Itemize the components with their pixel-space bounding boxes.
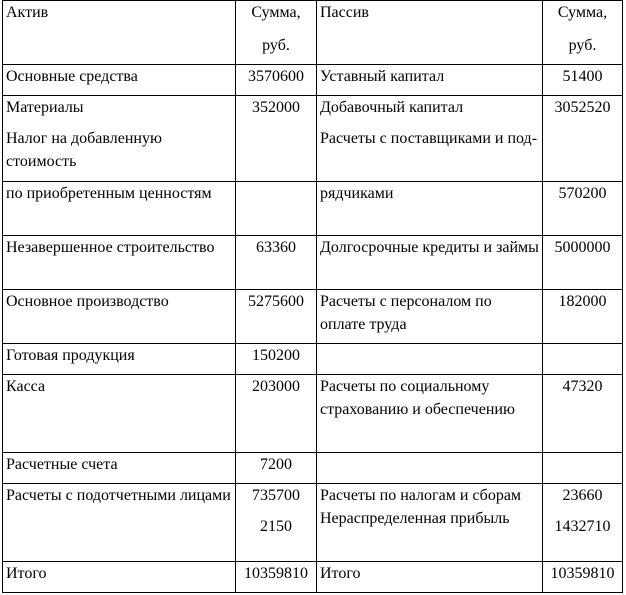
table-row (3, 375, 623, 453)
liab-cell (317, 484, 543, 562)
liab-name: Расчеты с персоналом по оплате труда (320, 293, 492, 333)
asset-amount: 150200 (252, 347, 300, 364)
liab-amount-cell (543, 453, 623, 484)
asset-total-amount: 10359810 (244, 565, 308, 582)
liab-amount-cell (543, 65, 623, 96)
liab-total-amount-cell (543, 562, 623, 593)
liab-amount: 3052520 (554, 99, 611, 116)
liab-total-cell (317, 562, 543, 593)
balance-table (2, 0, 623, 593)
header-liab-label: Пассив (320, 4, 369, 21)
asset-amount: 63360 (256, 239, 296, 256)
liab-name: Расчеты по социальному страхованию и обеспечению (320, 378, 515, 418)
asset-amount: 7200 (260, 456, 292, 473)
liab-amount: 1432710 (554, 518, 611, 535)
header-liab-amount-line2: руб. (568, 37, 597, 54)
asset-name: Материалы (6, 99, 84, 116)
asset-name: Налог на добавленную стоимость (6, 130, 162, 170)
asset-amount-cell (236, 453, 317, 484)
asset-amount: 5275600 (248, 293, 304, 310)
asset-cell (3, 182, 236, 236)
liab-amount: 51400 (562, 68, 603, 85)
liab-cell (317, 344, 543, 375)
asset-name: по приобретенным ценностям (6, 185, 212, 202)
header-liabilities (317, 1, 543, 65)
liab-name: Добавочный капитал (320, 99, 464, 116)
asset-cell (3, 344, 236, 375)
liab-amount: 5000000 (554, 239, 611, 256)
table-row (3, 453, 623, 484)
header-assets (3, 1, 236, 65)
asset-cell (3, 290, 236, 344)
liab-cell (317, 65, 543, 96)
liab-name: Расчеты с поставщиками и под- (320, 130, 538, 147)
header-liab-amount (543, 1, 623, 65)
liab-total-label: Итого (320, 565, 361, 582)
asset-name: Расчеты с подотчетными лицами (6, 487, 231, 504)
header-assets-amount-line2: руб. (262, 37, 290, 54)
liab-cell (317, 236, 543, 290)
asset-total-cell (3, 562, 236, 593)
asset-total-amount-cell (236, 562, 317, 593)
asset-cell (3, 484, 236, 562)
liab-name: рядчиками (320, 185, 394, 202)
asset-amount: 3570600 (248, 68, 304, 85)
asset-amount-cell (236, 344, 317, 375)
header-liab-amount-line1: Сумма, (557, 4, 608, 21)
asset-amount-cell (236, 96, 317, 182)
liab-amount-cell (543, 236, 623, 290)
table-header-row (3, 1, 623, 65)
liab-amount: 47320 (562, 378, 603, 395)
asset-cell (3, 96, 236, 182)
table-row (3, 182, 623, 236)
asset-amount: 2150 (260, 518, 292, 535)
liab-amount-cell (543, 375, 623, 453)
table-row (3, 65, 623, 96)
table-row (3, 484, 623, 562)
asset-amount-cell (236, 182, 317, 236)
header-assets-amount (236, 1, 317, 65)
table-row (3, 290, 623, 344)
total-row (3, 562, 623, 593)
asset-cell (3, 65, 236, 96)
header-assets-label: Актив (6, 4, 49, 21)
asset-amount-cell (236, 375, 317, 453)
asset-amount: 203000 (252, 378, 300, 395)
asset-total-label: Итого (6, 565, 47, 582)
liab-total-amount: 10359810 (550, 565, 615, 582)
asset-amount-cell (236, 65, 317, 96)
liab-amount-cell (543, 344, 623, 375)
liab-amount-cell (543, 484, 623, 562)
liab-cell (317, 453, 543, 484)
liab-cell (317, 375, 543, 453)
liab-cell (317, 290, 543, 344)
asset-name: Основное производство (6, 293, 169, 310)
liab-cell (317, 182, 543, 236)
table-row (3, 344, 623, 375)
liab-name: Расчеты по налогам и сборам Нераспределенная прибыль (320, 487, 522, 527)
asset-amount-cell (236, 484, 317, 562)
liab-amount-cell (543, 96, 623, 182)
asset-name: Готовая продукция (6, 347, 135, 364)
asset-name: Касса (6, 378, 46, 395)
asset-cell (3, 453, 236, 484)
asset-name: Незавершенное строительство (6, 239, 215, 256)
asset-amount-cell (236, 290, 317, 344)
liab-amount: 570200 (558, 185, 607, 202)
asset-amount-cell (236, 236, 317, 290)
asset-amount: 352000 (252, 99, 300, 116)
liab-amount-cell (543, 182, 623, 236)
liab-amount-cell (543, 290, 623, 344)
asset-name: Расчетные счета (6, 456, 118, 473)
asset-cell (3, 375, 236, 453)
asset-cell (3, 236, 236, 290)
liab-name: Долгосрочные кредиты и займы (320, 239, 539, 256)
header-assets-amount-line1: Сумма, (251, 4, 301, 21)
liab-amount: 182000 (558, 293, 607, 310)
liab-name: Уставный капитал (320, 68, 445, 85)
asset-amount: 735700 (252, 487, 300, 504)
table-row (3, 236, 623, 290)
asset-name: Основные средства (6, 68, 138, 85)
liab-amount: 23660 (562, 487, 603, 504)
table-row (3, 96, 623, 182)
liab-cell (317, 96, 543, 182)
